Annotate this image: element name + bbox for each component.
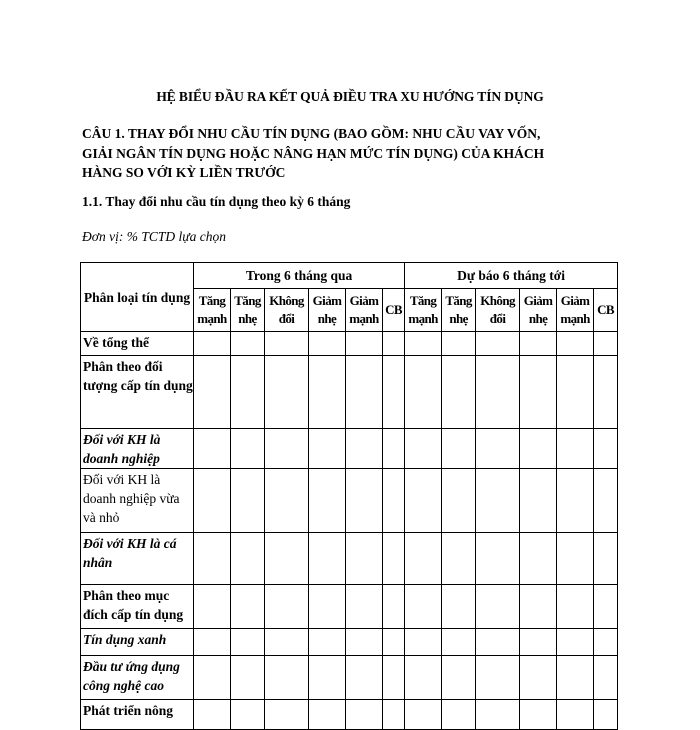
table-cell (346, 700, 383, 730)
table-cell (309, 629, 346, 656)
table-row (81, 656, 618, 700)
table-row (81, 469, 618, 533)
table-cell (194, 332, 231, 356)
table-cell (231, 332, 265, 356)
table-row (81, 700, 618, 730)
document-title: HỆ BIỂU ĐẦU RA KẾT QUẢ ĐIỀU TRA XU HƯỚNG TÍN DỤNG (156, 89, 544, 104)
table-cell (231, 585, 265, 629)
table-cell (557, 356, 594, 429)
table-cell (557, 629, 594, 656)
table-cell (346, 533, 383, 585)
col-header: Không đổi (476, 289, 520, 332)
table-cell (383, 629, 405, 656)
table-cell (594, 656, 618, 700)
table-cell (309, 585, 346, 629)
table-cell (194, 429, 231, 469)
question-heading-line: CÂU 1. THAY ĐỔI NHU CẦU TÍN DỤNG (BAO GỒM: NHU CẦU VAY VỐN, (82, 126, 541, 141)
question-heading-line: HÀNG SO VỚI KỲ LIỀN TRƯỚC (82, 165, 286, 180)
table-cell (405, 629, 442, 656)
table-cell (594, 533, 618, 585)
table-cell (265, 585, 309, 629)
table-cell (594, 629, 618, 656)
table-cell (309, 356, 346, 429)
table-cell (557, 469, 594, 533)
table-cell (405, 429, 442, 469)
table-cell (405, 585, 442, 629)
table-cell (309, 332, 346, 356)
table-cell (383, 332, 405, 356)
table-cell (442, 585, 476, 629)
table-cell (194, 700, 231, 730)
table-cell (231, 656, 265, 700)
table-cell (520, 700, 557, 730)
table-cell (383, 656, 405, 700)
col-header: Không đổi (265, 289, 309, 332)
table-row (81, 533, 618, 585)
table-cell (594, 585, 618, 629)
table-cell (265, 533, 309, 585)
table-cell (346, 356, 383, 429)
table-cell (346, 585, 383, 629)
table-cell (476, 356, 520, 429)
table-cell (194, 656, 231, 700)
table-cell (476, 332, 520, 356)
table-row (81, 429, 618, 469)
table-cell (346, 429, 383, 469)
col-header: Giảm mạnh (346, 289, 383, 332)
table-cell (346, 629, 383, 656)
table-cell (346, 332, 383, 356)
table-cell (442, 629, 476, 656)
table-cell (476, 700, 520, 730)
table-cell (194, 629, 231, 656)
col-header: CB (594, 289, 618, 332)
col-header: Tăng mạnh (405, 289, 442, 332)
table-cell (405, 700, 442, 730)
table-cell (231, 700, 265, 730)
table-cell (557, 585, 594, 629)
table-cell (231, 533, 265, 585)
group-header-past: Trong 6 tháng qua (194, 263, 405, 289)
table-cell (520, 356, 557, 429)
table-cell (520, 429, 557, 469)
table-cell (520, 585, 557, 629)
table-cell (594, 356, 618, 429)
table-cell (442, 469, 476, 533)
table-cell (346, 469, 383, 533)
table-cell (194, 585, 231, 629)
table-cell (442, 332, 476, 356)
table-row (81, 356, 618, 429)
unit-note: Đơn vị: % TCTD lựa chọn (82, 229, 226, 244)
col-header: Tăng mạnh (194, 289, 231, 332)
table-cell (231, 429, 265, 469)
col-header: Giảm mạnh (557, 289, 594, 332)
table-cell (405, 356, 442, 429)
table-cell (594, 469, 618, 533)
table-cell (476, 469, 520, 533)
table-cell (265, 429, 309, 469)
table-cell (265, 629, 309, 656)
table-cell (231, 629, 265, 656)
table-cell (265, 469, 309, 533)
table-body (81, 332, 618, 730)
table-cell (309, 429, 346, 469)
table-cell (383, 469, 405, 533)
table-cell (557, 429, 594, 469)
table-cell (520, 332, 557, 356)
table-cell (442, 656, 476, 700)
col-header: Tăng nhẹ (231, 289, 265, 332)
table-cell (442, 356, 476, 429)
survey-table (80, 262, 618, 730)
col-header: Tăng nhẹ (442, 289, 476, 332)
table-cell (309, 469, 346, 533)
table-cell (383, 429, 405, 469)
table-cell (194, 356, 231, 429)
table-cell (383, 356, 405, 429)
row-label: Đối với KH là cá nhân (81, 533, 194, 585)
table-cell (405, 469, 442, 533)
table-cell (476, 585, 520, 629)
row-label: Về tổng thể (81, 332, 194, 356)
table-cell (557, 533, 594, 585)
group-header-forecast: Dự báo 6 tháng tới (405, 263, 618, 289)
table-cell (476, 533, 520, 585)
row-label: Phân theo mục đích cấp tín dụng (81, 585, 194, 629)
table-row (81, 629, 618, 656)
table-cell (405, 656, 442, 700)
table-cell (265, 356, 309, 429)
table-cell (594, 700, 618, 730)
section-sub-heading: 1.1. Thay đổi nhu cầu tín dụng theo kỳ 6 tháng (82, 194, 351, 209)
row-label: Phát triển nông (81, 700, 194, 730)
row-label: Đầu tư ứng dụng công nghệ cao (81, 656, 194, 700)
table-cell (265, 656, 309, 700)
table-cell (594, 332, 618, 356)
table-cell (520, 656, 557, 700)
table-cell (557, 656, 594, 700)
table-cell (265, 332, 309, 356)
col-header: CB (383, 289, 405, 332)
row-label: Phân theo đối tượng cấp tín dụng (81, 356, 194, 429)
table-cell (476, 629, 520, 656)
table-cell (309, 533, 346, 585)
table-cell (231, 356, 265, 429)
table-cell (383, 585, 405, 629)
table-cell (594, 429, 618, 469)
table-cell (476, 429, 520, 469)
table-cell (194, 469, 231, 533)
table-cell (442, 533, 476, 585)
table-cell (405, 533, 442, 585)
table-cell (520, 629, 557, 656)
row-label: Tín dụng xanh (81, 629, 194, 656)
table-row (81, 332, 618, 356)
table-cell (231, 469, 265, 533)
category-header: Phân loại tín dụng (81, 263, 194, 332)
table-row (81, 585, 618, 629)
table-cell (194, 533, 231, 585)
row-label: Đối với KH là doanh nghiệp vừa và nhỏ (81, 469, 194, 533)
table-cell (383, 533, 405, 585)
table-cell (309, 700, 346, 730)
table-cell (476, 656, 520, 700)
col-header: Giảm nhẹ (309, 289, 346, 332)
table-cell (346, 656, 383, 700)
table-cell (557, 332, 594, 356)
table-cell (405, 332, 442, 356)
table-cell (557, 700, 594, 730)
table-cell (520, 533, 557, 585)
table-cell (265, 700, 309, 730)
question-heading (82, 124, 622, 183)
table-cell (520, 469, 557, 533)
row-label: Đối với KH là doanh nghiệp (81, 429, 194, 469)
question-heading-line: GIẢI NGÂN TÍN DỤNG HOẶC NÂNG HẠN MỨC TÍN DỤNG) CỦA KHÁCH (82, 145, 545, 161)
table-cell (442, 429, 476, 469)
table-cell (309, 656, 346, 700)
table-cell (383, 700, 405, 730)
table-cell (442, 700, 476, 730)
col-header: Giảm nhẹ (520, 289, 557, 332)
